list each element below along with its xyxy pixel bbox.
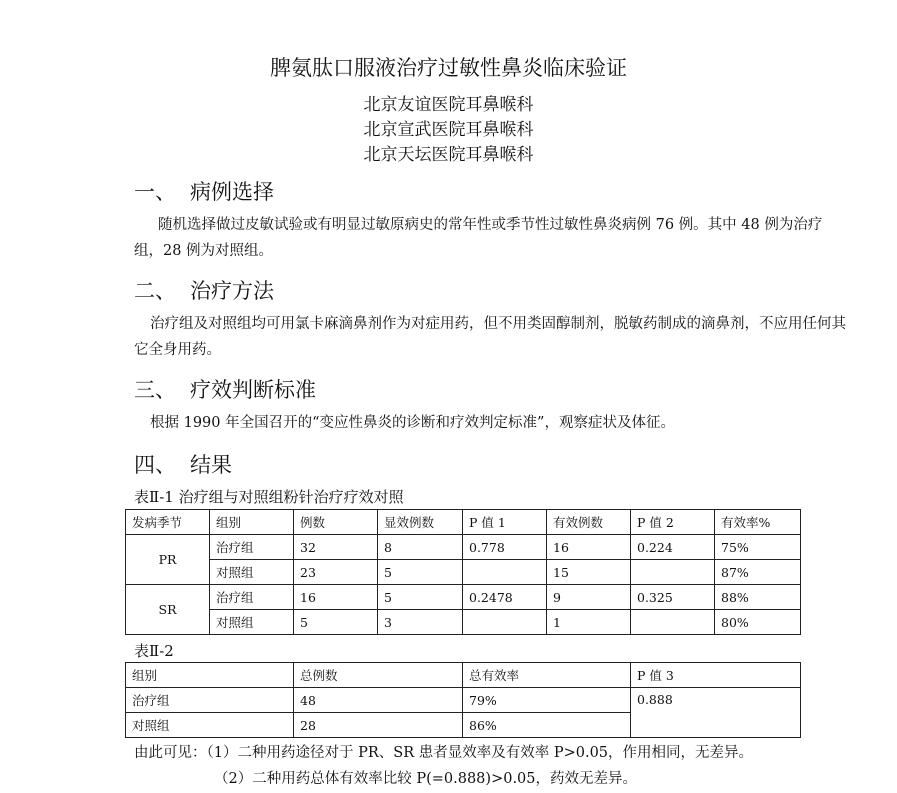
section-heading-2 [134,275,274,305]
section-heading-3 [134,374,316,404]
table-cell: 0.778 [463,535,547,560]
table-header-cell: P 值 2 [631,510,715,535]
table-cell: 0.325 [631,585,715,610]
table-header-cell: 发病季节 [126,510,210,535]
table-header-row [126,663,801,688]
table-header-cell: P 值 3 [631,663,801,688]
table-cell: 48 [294,688,463,713]
table-cell: 5 [378,560,463,585]
table-cell: 对照组 [126,713,294,738]
section-heading-1 [134,176,274,206]
table-cell: 15 [547,560,631,585]
table-cell [631,560,715,585]
table-header-cell: 有效例数 [547,510,631,535]
table-cell: 32 [294,535,378,560]
section-paragraph-3: 根据 1990 年全国召开的“变应性鼻炎的诊断和疗效判定标准”，观察症状及体征。 [150,415,675,431]
table-cell [463,610,547,635]
table-cell: 16 [547,535,631,560]
table-header-row [126,510,801,535]
table-header-cell: 组别 [210,510,294,535]
table-row [126,535,801,560]
section-title: 治疗方法 [190,279,274,303]
organization-1: 北京友谊医院耳鼻喉科 [363,95,534,115]
table-cell [631,610,715,635]
section-title: 病例选择 [190,180,274,204]
table-cell: 87% [715,560,801,585]
table-cell: 对照组 [210,610,294,635]
document-title: 脾氨肽口服液治疗过敏性鼻炎临床验证 [270,56,627,80]
section-number: 三、 [134,378,176,402]
table-header-cell: 总例数 [294,663,463,688]
table-row [126,688,801,713]
table-cell: 28 [294,713,463,738]
conclusion-line-2: （2）二种用药总体有效率比较 P(=0.888)>0.05，药效无差异。 [214,771,637,787]
table-row [126,560,801,585]
section-title: 结果 [190,453,232,477]
table-cell: 1 [547,610,631,635]
table-cell: 治疗组 [210,585,294,610]
table-cell: 0.224 [631,535,715,560]
section-heading-4 [134,449,232,479]
table-cell: 治疗组 [210,535,294,560]
table-cell: 23 [294,560,378,585]
table-cell [463,560,547,585]
p-value-cell: 0.888 [631,688,801,738]
table-cell: 79% [463,688,631,713]
table-cell: 5 [378,585,463,610]
efficacy-table-2 [125,662,801,738]
efficacy-table-1 [125,509,801,635]
table-header-cell: 有效率% [715,510,801,535]
table-row [126,585,801,610]
organization-2: 北京宣武医院耳鼻喉科 [363,120,534,140]
season-cell: SR [126,585,210,635]
table-cell: 75% [715,535,801,560]
table1-caption: 表Ⅱ-1 治疗组与对照组粉针治疗疗效对照 [134,488,404,506]
table-header-cell: 显效例数 [378,510,463,535]
section-number: 一、 [134,180,176,204]
table-cell: 3 [378,610,463,635]
table-cell: 80% [715,610,801,635]
table-cell: 0.2478 [463,585,547,610]
table-cell: 治疗组 [126,688,294,713]
table-cell: 5 [294,610,378,635]
organization-3: 北京天坛医院耳鼻喉科 [363,145,534,165]
season-cell: PR [126,535,210,585]
table-header-cell: P 值 1 [463,510,547,535]
table-header-cell: 总有效率 [463,663,631,688]
section-paragraph-1: 随机选择做过皮敏试验或有明显过敏原病史的常年性或季节性过敏性鼻炎病例 76 例。其中 48 例为治疗组，28 例为对照组。 [134,217,823,259]
section-title: 疗效判断标准 [190,378,316,402]
table-cell: 对照组 [210,560,294,585]
table-cell: 8 [378,535,463,560]
section-paragraph-2: 治疗组及对照组均可用氯卡麻滴鼻剂作为对症用药，但不用类固醇制剂，脱敏药制成的滴鼻剂，不应用任何其它全身用药。 [134,316,846,358]
table-cell: 16 [294,585,378,610]
table-cell: 88% [715,585,801,610]
section-number: 二、 [134,279,176,303]
table-cell: 9 [547,585,631,610]
table-header-cell: 例数 [294,510,378,535]
conclusion-line-1: 由此可见：（1）二种用药途径对于 PR、SR 患者显效率及有效率 P>0.05，作用相同，无差异。 [134,745,754,761]
table-header-cell: 组别 [126,663,294,688]
table2-caption: 表Ⅱ-2 [134,642,174,660]
table-cell: 86% [463,713,631,738]
section-number: 四、 [134,453,176,477]
table-row [126,610,801,635]
